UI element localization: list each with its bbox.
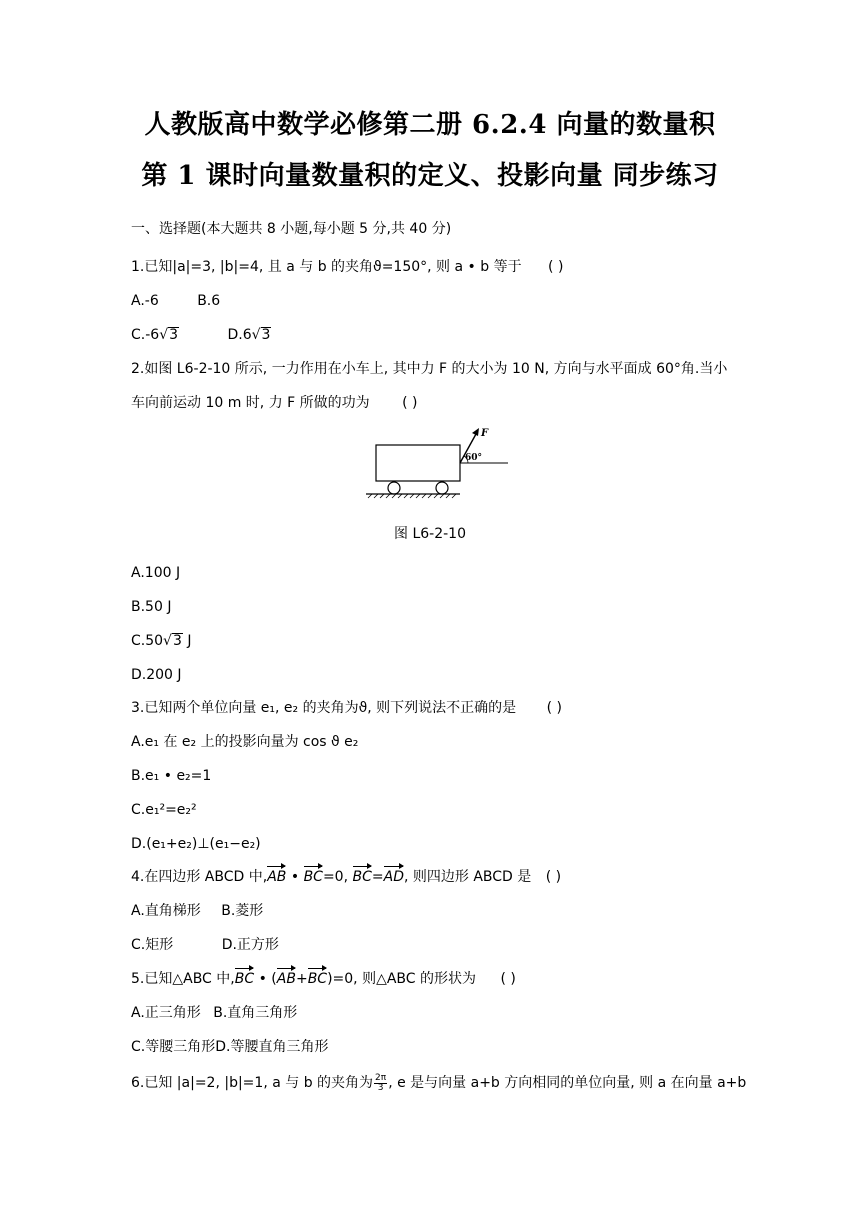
question-2-stem-line-2: 车向前运动 10 m 时, 力 F 所做的功为 ( ) bbox=[131, 395, 418, 411]
q1-text-rest: |a|=3, |b|=4, 且 a 与 b 的夹角ϑ=150°, 则 a • b 等于 bbox=[172, 259, 522, 275]
vector-bc: BC bbox=[234, 971, 255, 987]
q1-text: 1.已知 bbox=[131, 259, 173, 275]
option-d: D.6√3 bbox=[227, 327, 271, 343]
question-3-option-c: C.e₁²=e₂² bbox=[131, 802, 197, 818]
question-6-stem: 6.已知 |a|=2, |b|=1, a 与 b 的夹角为 $\frac{2\pi}{3}$ , e 是与向量 a+b 方向相同的单位向量, 则 a 在向量 a+b bbox=[131, 1072, 747, 1093]
vector-ab: AB bbox=[276, 971, 296, 987]
question-4-stem: 4.在四边形 ABCD 中,AB • BC=0, BC=AD, 则四边形 ABCD 是 ( ) bbox=[131, 869, 562, 885]
option-c: C.等腰三角形 bbox=[131, 1039, 216, 1055]
question-2-option-a: A.100 J bbox=[131, 565, 181, 581]
cart-wheel-right bbox=[436, 482, 448, 494]
question-2-option-b: B.50 J bbox=[131, 599, 172, 615]
question-2-option-d: D.200 J bbox=[131, 667, 182, 683]
option-d: D.等腰直角三角形 bbox=[215, 1039, 329, 1055]
vector-ab: AB bbox=[267, 869, 287, 885]
option-d: D.正方形 bbox=[221, 937, 279, 953]
option-a: A.直角梯形 bbox=[131, 903, 201, 919]
ground-hatching bbox=[368, 494, 456, 498]
question-5-options-ab bbox=[131, 1003, 297, 1023]
option-c: C.-6√3 bbox=[131, 327, 179, 343]
figure-caption: 图 L6-2-10 bbox=[394, 526, 466, 542]
answer-paren: ( ) bbox=[548, 259, 564, 275]
answer-paren: ( ) bbox=[546, 700, 563, 716]
vector-bc: BC bbox=[352, 869, 372, 885]
vector-ad: AD bbox=[383, 869, 404, 885]
question-4-options-cd bbox=[131, 935, 279, 955]
document-title-line-2: 第 1 课时向量数量积的定义、投影向量 同步练习 bbox=[141, 161, 719, 191]
question-5-stem: 5.已知△ABC 中,BC • (AB+BC)=0, 则△ABC 的形状为 ( ) bbox=[131, 971, 516, 987]
question-2-option-c: C.50√3 J bbox=[131, 633, 192, 649]
question-2-stem-line-1: 2.如图 L6-2-10 所示, 一力作用在小车上, 其中力 F 的大小为 10 N, 方向与水平面成 60°角.当小 bbox=[131, 361, 728, 377]
option-a: A.-6 bbox=[131, 293, 159, 309]
question-4-options-ab bbox=[131, 901, 263, 921]
question-1-options-cd bbox=[131, 325, 271, 345]
option-b: B.6 bbox=[197, 293, 221, 309]
cart-wheel-left bbox=[388, 482, 400, 494]
option-b: B.菱形 bbox=[221, 903, 264, 919]
question-3-option-b: B.e₁ • e₂=1 bbox=[131, 768, 212, 784]
vector-bc: BC bbox=[303, 869, 323, 885]
question-3-stem: 3.已知两个单位向量 e₁, e₂ 的夹角为ϑ, 则下列说法不正确的是 ( ) bbox=[131, 700, 563, 716]
cart-diagram bbox=[362, 424, 512, 502]
angle-label: 60° bbox=[465, 453, 483, 463]
question-3-option-a: A.e₁ 在 e₂ 上的投影向量为 cos ϑ e₂ bbox=[131, 734, 359, 750]
cart-body bbox=[376, 445, 460, 481]
answer-paren: ( ) bbox=[545, 869, 562, 885]
answer-paren: ( ) bbox=[500, 971, 516, 987]
vector-bc: BC bbox=[307, 971, 328, 987]
fraction-2pi-over-3: $\frac{2\pi}{3}$ bbox=[375, 1072, 387, 1093]
option-a: A.正三角形 bbox=[131, 1005, 201, 1021]
option-b: B.直角三角形 bbox=[213, 1005, 298, 1021]
section-heading: 一、选择题(本大题共 8 小题,每小题 5 分,共 40 分) bbox=[131, 221, 452, 237]
answer-paren: ( ) bbox=[402, 395, 418, 411]
force-label: F bbox=[481, 428, 489, 439]
question-5-options-cd bbox=[131, 1037, 328, 1057]
cart-force-figure bbox=[362, 424, 512, 506]
option-c: C.矩形 bbox=[131, 937, 174, 953]
question-1-options-ab bbox=[131, 291, 220, 311]
question-1-stem bbox=[131, 257, 563, 277]
question-3-option-d: D.(e₁+e₂)⊥(e₁−e₂) bbox=[131, 836, 261, 852]
document-title-line-1: 人教版高中数学必修第二册 6.2.4 向量的数量积 bbox=[144, 110, 716, 140]
